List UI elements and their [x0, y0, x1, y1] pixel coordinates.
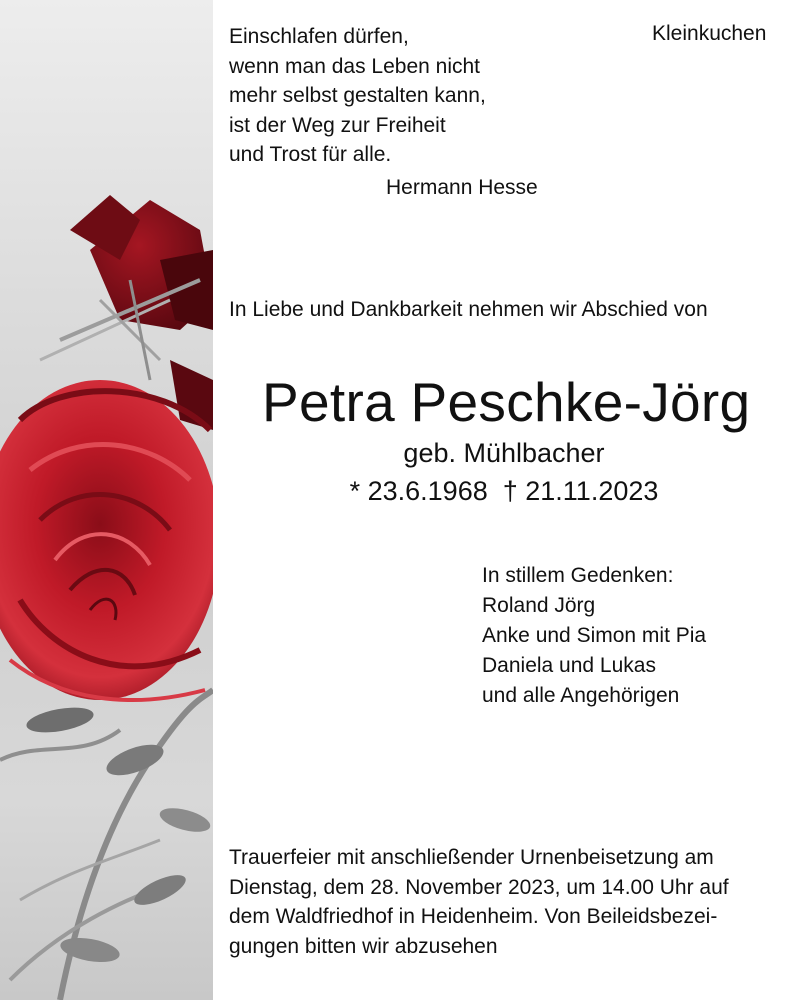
ceremony-line: Trauerfeier mit anschließender Urnenbeisetzung am [229, 846, 714, 869]
ceremony-line: Dienstag, dem 28. November 2023, um 14.00 Uhr auf [229, 875, 729, 899]
poem-author: Hermann Hesse [386, 176, 538, 199]
ceremony-line: dem Waldfriedhof in Heidenheim. Von Beileidsbezei- [229, 905, 718, 928]
mourner-entry: Anke und Simon mit Pia [482, 624, 707, 647]
ceremony-line: gungen bitten wir abzusehen [229, 934, 498, 958]
poem-line: und Trost für alle. [229, 143, 392, 167]
mourner-entry: Roland Jörg [482, 594, 596, 617]
poem-line: ist der Weg zur Freiheit [229, 113, 446, 137]
mourner-entry: Daniela und Lukas [482, 654, 656, 677]
mourner-entry: und alle Angehörigen [482, 684, 680, 707]
poem-line: Einschlafen dürfen, [229, 25, 409, 48]
life-dates [0, 476, 795, 507]
ceremony-notice [229, 843, 729, 961]
poem-line: mehr selbst gestalten kann, [229, 84, 486, 108]
poem [229, 22, 486, 170]
life-dates-text: * 23.6.1968 † 21.11.2023 [349, 476, 659, 506]
poem-line: wenn man das Leben nicht [229, 54, 481, 78]
intro-text: In Liebe und Dankbarkeit nehmen wir Abschied von [229, 298, 708, 321]
maiden-name: geb. Mühlbacher [403, 438, 605, 468]
mourners-heading: In stillem Gedenken: [482, 564, 674, 587]
deceased-name: Petra Peschke-Jörg [262, 371, 751, 433]
place-name: Kleinkuchen [652, 22, 767, 45]
mourners-list [482, 561, 706, 711]
